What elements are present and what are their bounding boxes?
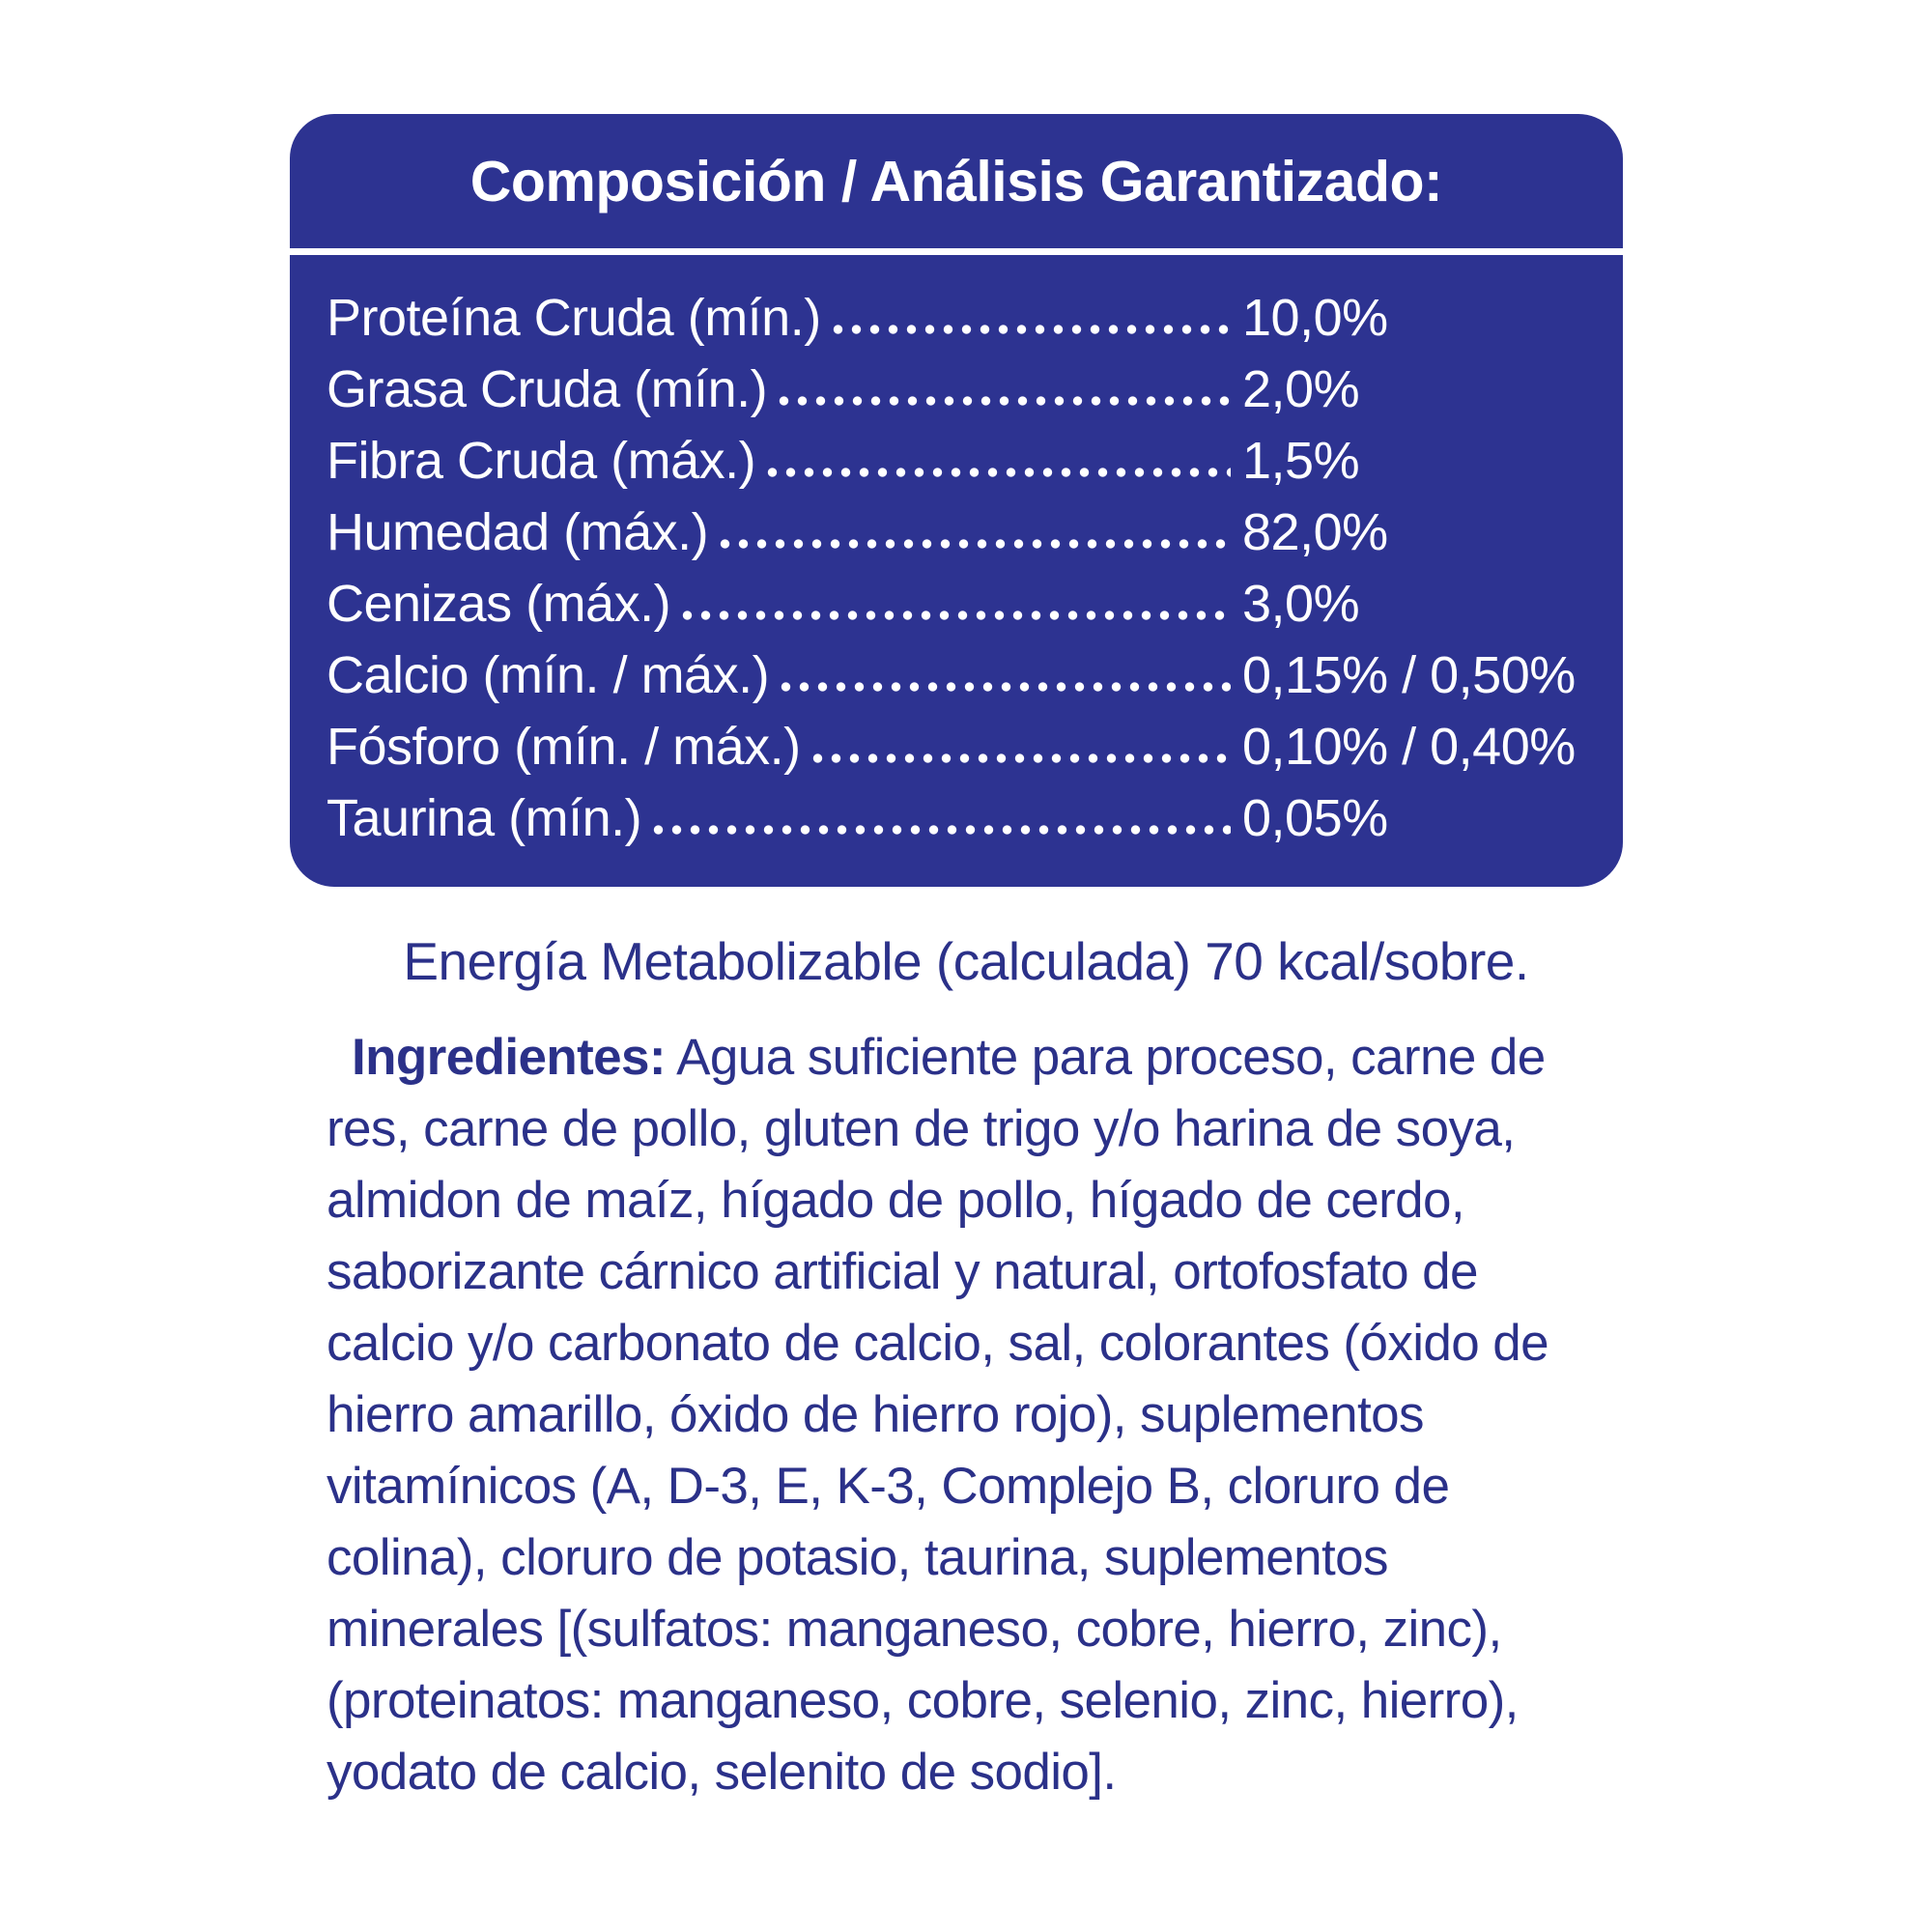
table-row	[327, 574, 1584, 645]
nutrient-label: Taurina (mín.)	[327, 789, 642, 847]
table-row	[327, 431, 1584, 502]
table-row	[327, 717, 1584, 788]
nutrient-value: 0,10% / 0,40%	[1242, 718, 1576, 776]
metabolizable-energy-line: Energía Metabolizable (calculada) 70 kcal/sobre.	[403, 931, 1529, 991]
nutrient-value: 2,0%	[1242, 360, 1360, 418]
nutrient-label: Grasa Cruda (mín.)	[327, 360, 768, 418]
dotted-leader	[809, 753, 1231, 763]
nutrient-label: Fósforo (mín. / máx.)	[327, 718, 801, 776]
table-row	[327, 288, 1584, 359]
dotted-leader	[829, 325, 1231, 334]
nutrient-label: Proteína Cruda (mín.)	[327, 289, 821, 347]
ingredients-text: Agua suficiente para proceso, carne de res, carne de pollo, gluten de trigo y/o harina de soya, almidon de maíz, hígado de pollo, hígado de cerdo, saborizante cárnico artificial y natural, ortofosfato de calcio y/o carbonato de calcio, sal, colorantes (óxido de hierro amarillo, óxido de hierro rojo), suplementos vitamínicos (A, D-3, E, K-3, Complejo B, cloruro de colina), cloruro de potasio, taurina, suplementos minerales [(sulfatos: manganeso, cobre, hierro, zinc), (proteinatos: manganeso, cobre, selenio, zinc, hierro), yodato de calcio, selenito de sodio].	[327, 1029, 1549, 1801]
panel-separator	[290, 248, 1623, 255]
dotted-leader	[777, 682, 1231, 692]
nutrient-label: Fibra Cruda (máx.)	[327, 432, 756, 490]
table-row	[327, 359, 1584, 431]
dotted-leader	[716, 539, 1231, 549]
nutrient-rows	[290, 255, 1623, 860]
dotted-leader	[649, 825, 1231, 835]
dotted-leader	[763, 468, 1231, 477]
nutrient-value: 10,0%	[1242, 289, 1388, 347]
nutrient-value: 1,5%	[1242, 432, 1360, 490]
nutrient-label: Cenizas (máx.)	[327, 575, 671, 633]
ingredients-label: Ingredientes:	[352, 1029, 666, 1086]
dotted-leader	[775, 396, 1231, 406]
nutrient-value: 0,15% / 0,50%	[1242, 646, 1576, 704]
nutrient-value: 82,0%	[1242, 503, 1388, 561]
guaranteed-analysis-panel	[290, 114, 1623, 887]
nutrient-value: 0,05%	[1242, 789, 1388, 847]
table-row	[327, 788, 1584, 860]
table-row	[327, 502, 1584, 574]
dotted-leader	[678, 611, 1231, 620]
panel-title: Composición / Análisis Garantizado:	[469, 150, 1443, 213]
table-row	[327, 645, 1584, 717]
nutrient-label: Calcio (mín. / máx.)	[327, 646, 770, 704]
nutrient-value: 3,0%	[1242, 575, 1360, 633]
nutrient-label: Humedad (máx.)	[327, 503, 709, 561]
ingredients-paragraph	[327, 1022, 1611, 1808]
